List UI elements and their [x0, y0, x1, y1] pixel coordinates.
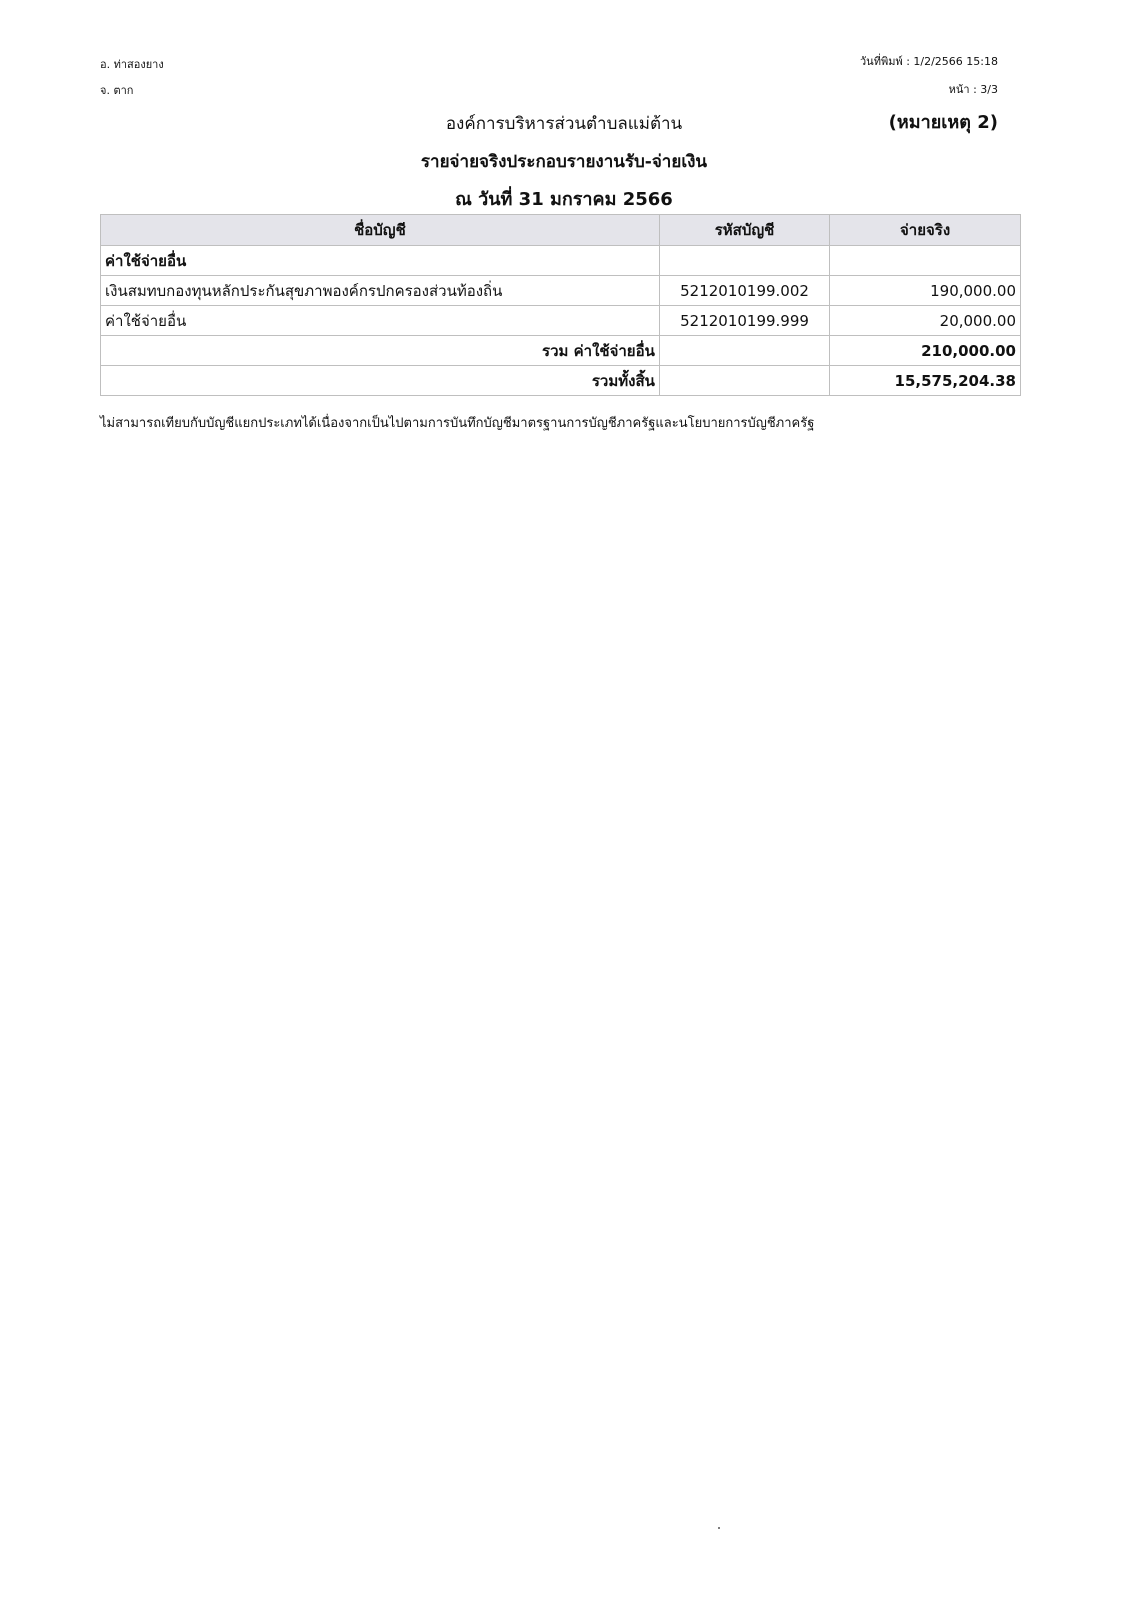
expense-table [100, 214, 1021, 396]
subtotal-row [101, 336, 1021, 366]
subtotal-label: รวม ค่าใช้จ่ายอื่น [101, 336, 660, 366]
column-header-actual-paid: จ่ายจริง [830, 215, 1021, 246]
account-amount: 20,000.00 [830, 306, 1021, 336]
table-header-row [101, 215, 1021, 246]
table-row [101, 276, 1021, 306]
group-code-cell [659, 246, 829, 276]
footnote: ไม่สามารถเทียบกับบัญชีแยกประเภทได้เนื่องจากเป็นไปตามการบันทึกบัญชีมาตรฐานการบัญชีภาครัฐและนโยบายการบัญชีภาครัฐ [100, 416, 815, 431]
column-header-account-code: รหัสบัญชี [659, 215, 829, 246]
group-label: ค่าใช้จ่ายอื่น [101, 246, 660, 276]
scan-speck [718, 1527, 720, 1529]
report-title: รายจ่ายจริงประกอบรายงานรับ-จ่ายเงิน [420, 152, 708, 172]
grand-total-code-cell [659, 366, 829, 396]
grand-total-label: รวมทั้งสิ้น [101, 366, 660, 396]
column-header-account-name: ชื่อบัญชี [101, 215, 660, 246]
province-label: จ. ตาก [100, 84, 134, 97]
group-amount-cell [830, 246, 1021, 276]
organization-name: องค์การบริหารส่วนตำบลแม่ต้าน [445, 114, 683, 134]
grand-total-row [101, 366, 1021, 396]
print-date: วันที่พิมพ์ : 1/2/2566 15:18 [860, 55, 998, 68]
account-code: 5212010199.002 [659, 276, 829, 306]
group-row [101, 246, 1021, 276]
account-amount: 190,000.00 [830, 276, 1021, 306]
district-label: อ. ท่าสองยาง [100, 58, 164, 71]
account-name: เงินสมทบกองทุนหลักประกันสุขภาพองค์กรปกครองส่วนท้องถิ่น [101, 276, 660, 306]
account-name: ค่าใช้จ่ายอื่น [101, 306, 660, 336]
subtotal-amount: 210,000.00 [830, 336, 1021, 366]
subtotal-code-cell [659, 336, 829, 366]
table-row [101, 306, 1021, 336]
note-reference: (หมายเหตุ 2) [888, 112, 998, 133]
report-date: ณ วันที่ 31 มกราคม 2566 [455, 189, 673, 210]
grand-total-amount: 15,575,204.38 [830, 366, 1021, 396]
page-number: หน้า : 3/3 [948, 83, 998, 96]
account-code: 5212010199.999 [659, 306, 829, 336]
